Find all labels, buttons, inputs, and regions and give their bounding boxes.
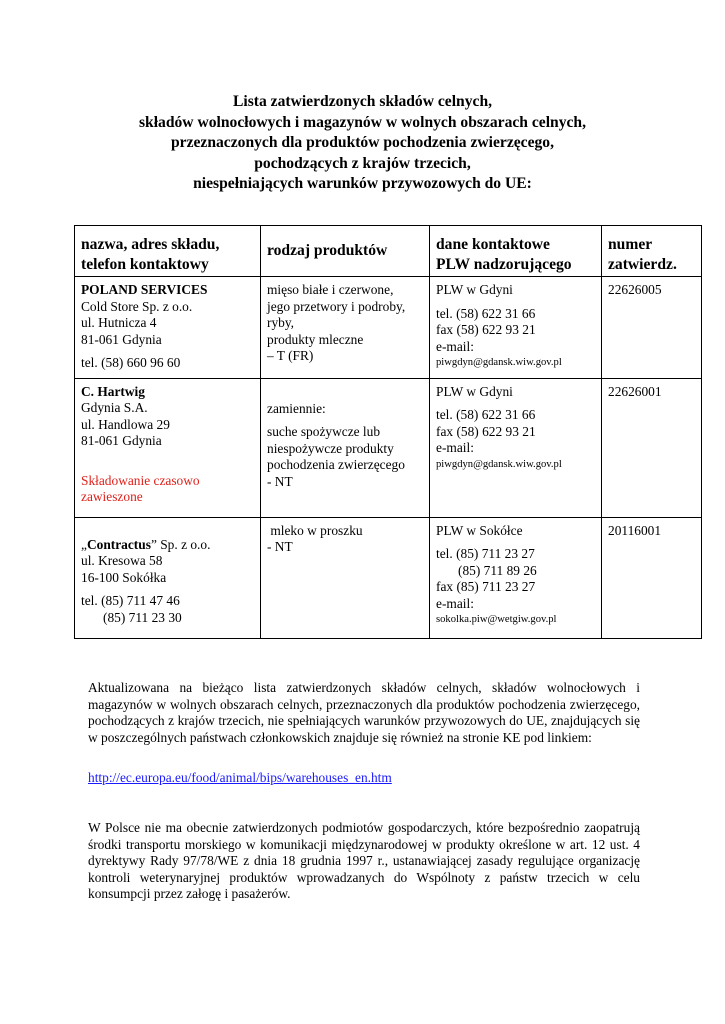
plw-contact-line: e-mail:	[436, 338, 474, 354]
address-line: 16-100 Sokółka	[81, 569, 167, 585]
cell-number: 22626005	[602, 277, 702, 379]
notice-paragraph: W Polsce nie ma obecnie zatwierdzonych podmiotów gospodarczych, które bezpośrednio zaopatrują środki transportu morskiego w komunikacji międzynarodowej w produkty określone w art. 12 ust. 4 dyrektywy Rady 97/78/WE z dnia 18 grudnia 1997 r., ustanawiającej zasady regulujące organizację kontroli weterynaryjnej produktów wprowadzanych do Wspólnoty z państw trzecich w celu konsumpcji przez załogę i pasażerów.	[88, 820, 640, 902]
header-name	[75, 226, 261, 277]
header-line: zatwierdz.	[608, 256, 677, 273]
cell-contact	[430, 378, 602, 517]
plw-contact-line: fax (85) 711 23 27	[436, 579, 536, 594]
header-products: rodzaj produktów	[261, 226, 430, 277]
address-line: ul. Handlowa 29	[81, 416, 170, 432]
title-line: składów wolnocłowych i magazynów w wolnych obszarach celnych,	[138, 113, 587, 131]
phone: (85) 711 23 30	[103, 609, 182, 625]
cell-products	[261, 378, 430, 517]
table-header-row	[75, 226, 702, 277]
cell-name	[75, 517, 261, 638]
cell-name	[75, 277, 261, 379]
product-line: jego przetwory i podroby,	[267, 298, 406, 314]
table-row	[75, 378, 702, 517]
product-intro: zamiennie:	[267, 400, 326, 416]
plw-contact-line: tel. (58) 622 31 66	[436, 407, 536, 422]
plw-contact-line: tel. (85) 711 23 27	[436, 546, 535, 561]
address-line: 81-061 Gdynia	[81, 433, 162, 448]
plw-contact-line: e-mail:	[436, 595, 474, 611]
title-line: przeznaczonych dla produktów pochodzenia zwierzęcego,	[170, 134, 554, 151]
product-line: suche spożywcze lub	[267, 424, 381, 439]
info-paragraph: Aktualizowana na bieżąco lista zatwierdzonych składów celnych, składów wolnocłowych i magazynów w wolnych obszarach celnych, przeznaczonych dla produktów pochodzenia zwierzęcego, pochodzących z krajów trzecich, nie spełniających warunków przywozowych do UE, znajdujących się w poszczególnych państwach członkowskich znajduje się również na stronie KE pod linkiem:	[88, 680, 640, 745]
status-note: Składowanie czasowo	[81, 472, 200, 488]
warehouses-link[interactable]: http://ec.europa.eu/food/animal/bips/warehouses_en.htm	[88, 770, 392, 785]
title-line: Lista zatwierdzonych składów celnych,	[232, 93, 493, 110]
address-line: ul. Hutnicza 4	[81, 315, 157, 330]
header-line: telefon kontaktowy	[81, 256, 209, 273]
plw-name: PLW w Gdyni	[436, 282, 513, 297]
cell-contact	[430, 517, 602, 638]
product-line: produkty mleczne	[267, 331, 364, 347]
table-row	[75, 517, 702, 638]
cell-products	[261, 277, 430, 379]
company-suffix: ” Sp. z o.o.	[150, 536, 211, 552]
cell-number: 22626001	[602, 378, 702, 517]
product-line: mięso białe i czerwone,	[267, 282, 394, 297]
plw-name: PLW w Gdyni	[436, 383, 513, 399]
company-name: POLAND SERVICES	[81, 282, 208, 297]
cell-name	[75, 378, 261, 517]
header-line: PLW nadzorującego	[436, 256, 572, 273]
plw-email: sokolka.piw@wetgiw.gov.pl	[436, 614, 557, 625]
title-line: pochodzących z krajów trzecich,	[254, 154, 471, 172]
table-row	[75, 277, 702, 379]
phone: tel. (58) 660 96 60	[81, 355, 181, 370]
plw-email: piwgdyn@gdansk.wiw.gov.pl	[436, 458, 562, 470]
document-title	[0, 92, 725, 195]
product-line: niespożywcze produkty	[267, 440, 394, 456]
cell-contact	[430, 277, 602, 379]
company-name: C. Hartwig	[81, 383, 145, 399]
product-line: - NT	[267, 473, 293, 489]
product-line: pochodzenia zwierzęcego	[267, 457, 405, 472]
address-line: 81-061 Gdynia	[81, 331, 162, 347]
address-line: Gdynia S.A.	[81, 400, 148, 415]
header-line: nazwa, adres składu,	[81, 236, 220, 253]
quote-open: „	[81, 536, 87, 552]
cell-products	[261, 517, 430, 638]
plw-contact-line: (85) 711 89 26	[458, 562, 537, 578]
company-name-bold: Contractus	[86, 536, 151, 552]
product-line: – T (FR)	[267, 348, 314, 363]
company-name	[81, 537, 254, 554]
product-line: ryby,	[267, 315, 295, 330]
plw-contact-line: e-mail:	[436, 440, 474, 455]
plw-contact-line: fax (58) 622 93 21	[436, 322, 536, 337]
product-line: - NT	[267, 539, 293, 554]
plw-contact-line: tel. (58) 622 31 66	[436, 305, 536, 321]
address-line: Cold Store Sp. z o.o.	[81, 298, 193, 314]
title-line: niespełniających warunków przywozowych do UE:	[193, 175, 532, 192]
phone: tel. (85) 711 47 46	[81, 593, 180, 608]
plw-contact-line: fax (58) 622 93 21	[436, 423, 536, 439]
plw-email: piwgdyn@gdansk.wiw.gov.pl	[436, 357, 562, 368]
address-line: ul. Kresowa 58	[81, 553, 163, 568]
header-number	[602, 226, 702, 277]
product-line: mleko w proszku	[267, 522, 363, 538]
header-line: numer	[608, 236, 653, 253]
header-line: dane kontaktowe	[436, 236, 550, 253]
warehouse-table	[74, 225, 702, 639]
header-contact	[430, 226, 602, 277]
status-note: zawieszone	[81, 489, 143, 504]
plw-name: PLW w Sokółce	[436, 522, 523, 538]
cell-number: 20116001	[602, 517, 702, 638]
